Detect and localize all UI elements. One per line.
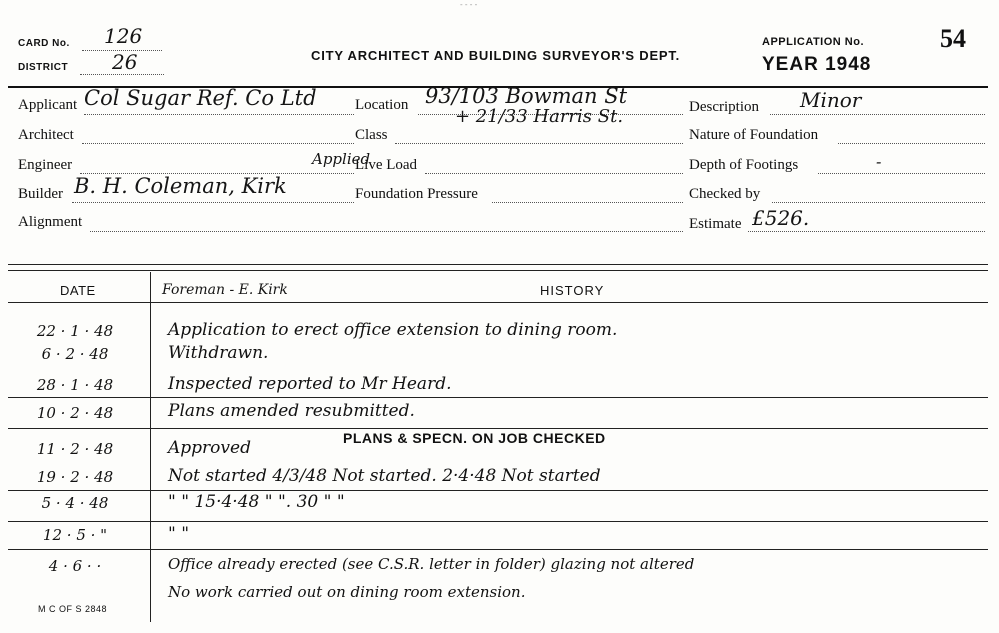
row-rule-4 [8,521,988,522]
application-number-value: 54 [940,24,966,53]
applicant-line [84,114,354,115]
nature-of-foundation-line [838,143,985,144]
row-date: 19 · 2 · 48 [36,468,114,486]
row-text: Inspected reported to Mr Heard. [168,374,452,394]
row-date: 10 · 2 · 48 [36,404,114,422]
estimate-value: £526. [752,206,810,230]
district-value: 26 [112,50,138,74]
foundation-pressure-line [492,202,683,203]
checked-by-line [772,202,985,203]
row-text: " " [168,524,190,544]
row-text: Application to erect office extension to dining room. [168,320,618,340]
architect-label: Architect [18,127,74,143]
checked-by-label: Checked by [689,186,761,202]
department-title: CITY ARCHITECT AND BUILDING SURVEYOR'S DEPT. [311,48,681,63]
class-label: Class [355,127,388,143]
form-code: M C OF S 2848 [38,604,108,614]
row-date: 22 · 1 · 48 [36,322,114,340]
row-date: 4 · 6 · · [48,557,102,575]
depth-of-footings-line [818,173,985,174]
date-column-header: DATE [60,283,96,298]
fields-rule-2 [8,270,988,271]
alignment-line [90,231,683,232]
row-date: 28 · 1 · 48 [36,376,114,394]
depth-of-footings-value: - [876,152,882,171]
applicant-label: Applicant [18,97,78,113]
row-text: Office already erected (see C.S.R. letter in folder) glazing not altered [168,555,695,573]
description-label: Description [689,99,759,115]
row-date: 6 · 2 · 48 [41,345,109,363]
card-number-label: CARD No. [18,38,70,49]
architect-line [82,143,354,144]
builder-value: B. H. Coleman, Kirk [74,174,287,198]
location-value-1: 93/103 Bowman St [425,84,628,108]
row-rule-2 [8,428,988,429]
row-text: No work carried out on dining room extension. [168,583,526,601]
estimate-label: Estimate [689,216,742,232]
district-line [80,74,164,75]
description-line [770,114,985,115]
live-load-line [425,173,683,174]
location-value-2: + 21/33 Harris St. [455,106,624,127]
table-header-rule [8,302,988,303]
depth-of-footings-label: Depth of Footings [689,157,799,173]
live-load-label: Live Load [355,157,418,173]
row-date: 12 · 5 · " [42,526,108,544]
row-rule-1 [8,397,988,398]
year-label: YEAR 1948 [762,54,872,75]
estimate-line [748,231,985,232]
engineer-label: Engineer [18,157,73,173]
applicant-value: Col Sugar Ref. Co Ltd [84,86,317,110]
row-text: " " 15·4·48 " ". 30 " " [168,492,345,512]
top-mark: - - - - [460,0,478,9]
row-text: Withdrawn. [168,343,269,363]
district-label: DISTRICT [18,62,69,73]
foundation-pressure-label: Foundation Pressure [355,186,478,202]
live-load-overwrite: Applied [312,150,371,168]
row-text: Not started 4/3/48 Not started. 2·4·48 Not started [168,466,601,486]
builder-line [72,202,354,203]
row-date: 11 · 2 · 48 [36,440,114,458]
history-column-header: HISTORY [540,283,605,298]
date-column-divider [150,272,151,622]
description-value: Minor [800,88,862,112]
row-rule-5 [8,549,988,550]
builder-label: Builder [18,186,63,202]
row-rule-3 [8,490,988,491]
nature-of-foundation-label: Nature of Foundation [689,127,819,143]
class-line [395,143,683,144]
location-label: Location [355,97,409,113]
application-number-label: APPLICATION No. [762,36,865,48]
card-number-value: 126 [104,24,143,48]
row-text: Approved [168,438,251,458]
plans-checked-stamp: PLANS & SPECN. ON JOB CHECKED [343,430,606,446]
foreman-note: Foreman - E. Kirk [162,282,288,298]
row-date: 5 · 4 · 48 [41,494,109,512]
alignment-label: Alignment [18,214,83,230]
fields-rule-1 [8,264,988,265]
row-text: Plans amended resubmitted. [168,401,415,421]
